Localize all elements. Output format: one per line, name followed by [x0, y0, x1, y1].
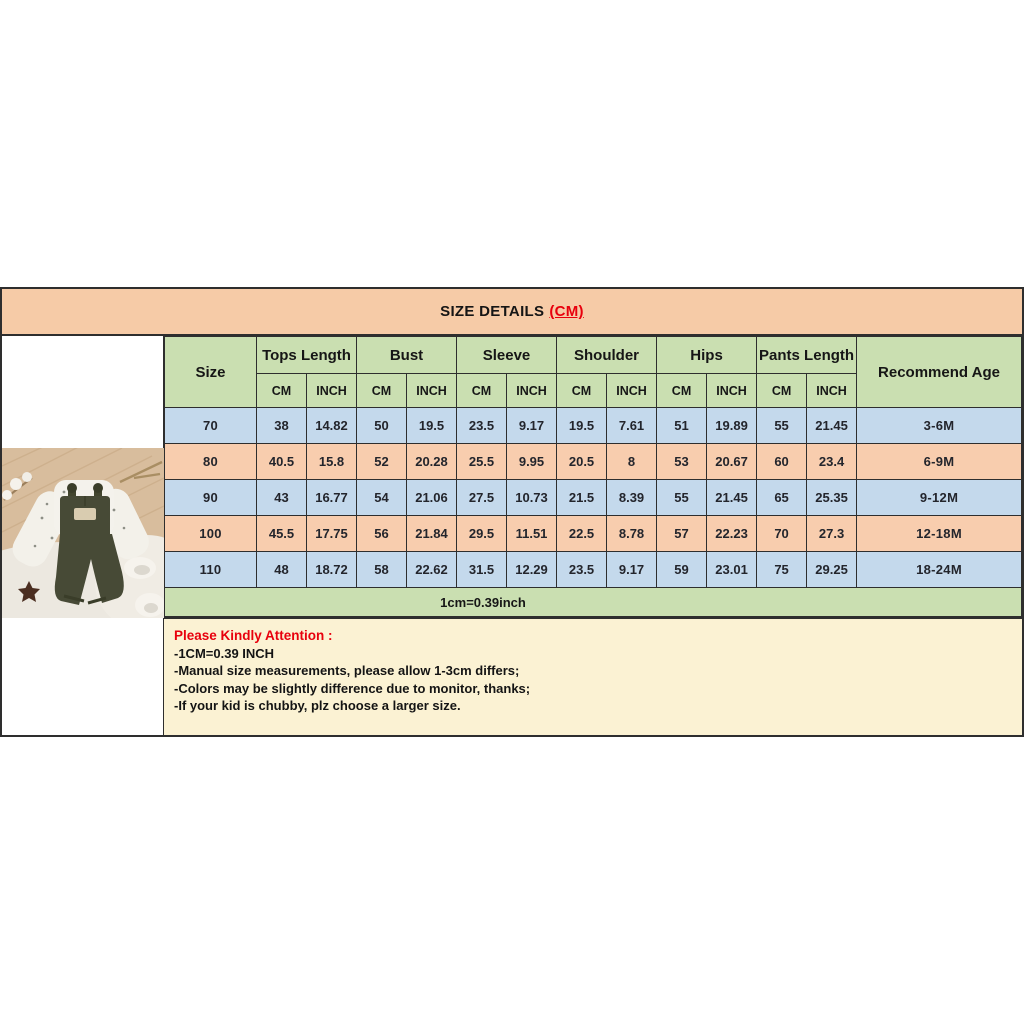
value-cell: 22.23 — [707, 516, 757, 552]
table-row — [165, 480, 1022, 516]
value-cell: 17.75 — [307, 516, 357, 552]
size-chart-sheet — [0, 287, 1024, 737]
age-cell: 3-6M — [857, 408, 1022, 444]
value-cell: 56 — [357, 516, 407, 552]
value-cell: 40.5 — [257, 444, 307, 480]
value-cell: 52 — [357, 444, 407, 480]
value-cell: 65 — [757, 480, 807, 516]
value-cell: 22.62 — [407, 552, 457, 588]
value-cell: 9.95 — [507, 444, 557, 480]
conversion-note: 1cm=0.39inch — [165, 588, 1022, 617]
unit-inch: INCH — [807, 374, 857, 408]
value-cell: 25.35 — [807, 480, 857, 516]
value-cell: 50 — [357, 408, 407, 444]
value-cell: 7.61 — [607, 408, 657, 444]
attention-line: -Colors may be slightly difference due to monitor, thanks; — [174, 680, 531, 696]
column-header-sleeve: Sleeve — [457, 337, 557, 374]
table-row — [165, 516, 1022, 552]
column-header-shoulder: Shoulder — [557, 337, 657, 374]
value-cell: 19.5 — [407, 408, 457, 444]
attention-line: -Manual size measurements, please allow 1-3cm differs; — [174, 663, 520, 678]
size-cell: 90 — [165, 480, 257, 516]
value-cell: 20.5 — [557, 444, 607, 480]
table-column — [164, 336, 1022, 735]
value-cell: 21.5 — [557, 480, 607, 516]
value-cell: 31.5 — [457, 552, 507, 588]
title-unit-cm: (CM) — [549, 303, 584, 320]
value-cell: 58 — [357, 552, 407, 588]
unit-cm: CM — [657, 374, 707, 408]
value-cell: 55 — [757, 408, 807, 444]
value-cell: 21.45 — [707, 480, 757, 516]
table-row — [165, 408, 1022, 444]
size-table — [164, 336, 1022, 617]
title-main: SIZE DETAILS — [440, 303, 545, 320]
attention-line: -1CM=0.39 INCH — [174, 645, 275, 661]
value-cell: 53 — [657, 444, 707, 480]
value-cell: 60 — [757, 444, 807, 480]
column-header-recommend-age: Recommend Age — [857, 337, 1022, 408]
value-cell: 54 — [357, 480, 407, 516]
unit-cm: CM — [757, 374, 807, 408]
unit-cm: CM — [257, 374, 307, 408]
value-cell: 75 — [757, 552, 807, 588]
size-cell: 80 — [165, 444, 257, 480]
value-cell: 16.77 — [307, 480, 357, 516]
unit-cm: CM — [457, 374, 507, 408]
unit-inch: INCH — [607, 374, 657, 408]
value-cell: 9.17 — [507, 408, 557, 444]
value-cell: 8.78 — [607, 516, 657, 552]
product-photo-cell — [2, 336, 164, 735]
column-header-hips: Hips — [657, 337, 757, 374]
value-cell: 8 — [607, 444, 657, 480]
value-cell: 23.4 — [807, 444, 857, 480]
age-cell: 6-9M — [857, 444, 1022, 480]
age-cell: 12-18M — [857, 516, 1022, 552]
value-cell: 9.17 — [607, 552, 657, 588]
unit-inch: INCH — [407, 374, 457, 408]
column-header-size: Size — [165, 337, 257, 408]
size-cell: 110 — [165, 552, 257, 588]
size-table-body — [165, 408, 1022, 588]
value-cell: 20.28 — [407, 444, 457, 480]
value-cell: 12.29 — [507, 552, 557, 588]
chart-body — [2, 336, 1022, 735]
unit-inch: INCH — [707, 374, 757, 408]
unit-cm: CM — [357, 374, 407, 408]
value-cell: 59 — [657, 552, 707, 588]
value-cell: 21.45 — [807, 408, 857, 444]
attention-notes — [164, 617, 1022, 735]
value-cell: 23.01 — [707, 552, 757, 588]
size-cell: 70 — [165, 408, 257, 444]
table-row — [165, 552, 1022, 588]
value-cell: 29.5 — [457, 516, 507, 552]
value-cell: 27.5 — [457, 480, 507, 516]
unit-inch: INCH — [307, 374, 357, 408]
value-cell: 11.51 — [507, 516, 557, 552]
value-cell: 10.73 — [507, 480, 557, 516]
column-header-bust: Bust — [357, 337, 457, 374]
value-cell: 70 — [757, 516, 807, 552]
value-cell: 48 — [257, 552, 307, 588]
value-cell: 21.06 — [407, 480, 457, 516]
conversion-row — [165, 588, 1022, 617]
value-cell: 15.8 — [307, 444, 357, 480]
value-cell: 55 — [657, 480, 707, 516]
size-cell: 100 — [165, 516, 257, 552]
value-cell: 19.89 — [707, 408, 757, 444]
value-cell: 23.5 — [457, 408, 507, 444]
value-cell: 23.5 — [557, 552, 607, 588]
value-cell: 8.39 — [607, 480, 657, 516]
column-header-tops-length: Tops Length — [257, 337, 357, 374]
table-row — [165, 444, 1022, 480]
age-cell: 9-12M — [857, 480, 1022, 516]
attention-title: Please Kindly Attention : — [174, 628, 333, 643]
value-cell: 29.25 — [807, 552, 857, 588]
value-cell: 38 — [257, 408, 307, 444]
age-cell: 18-24M — [857, 552, 1022, 588]
value-cell: 57 — [657, 516, 707, 552]
value-cell: 27.3 — [807, 516, 857, 552]
value-cell: 20.67 — [707, 444, 757, 480]
group-header-row — [165, 337, 1022, 374]
value-cell: 22.5 — [557, 516, 607, 552]
value-cell: 21.84 — [407, 516, 457, 552]
unit-cm: CM — [557, 374, 607, 408]
column-header-pants-length: Pants Length — [757, 337, 857, 374]
size-details-title — [2, 289, 1022, 336]
value-cell: 51 — [657, 408, 707, 444]
attention-line: -If your kid is chubby, plz choose a larger size. — [174, 698, 461, 713]
value-cell: 19.5 — [557, 408, 607, 444]
value-cell: 14.82 — [307, 408, 357, 444]
unit-inch: INCH — [507, 374, 557, 408]
product-photo — [2, 448, 164, 618]
value-cell: 25.5 — [457, 444, 507, 480]
value-cell: 43 — [257, 480, 307, 516]
value-cell: 18.72 — [307, 552, 357, 588]
value-cell: 45.5 — [257, 516, 307, 552]
